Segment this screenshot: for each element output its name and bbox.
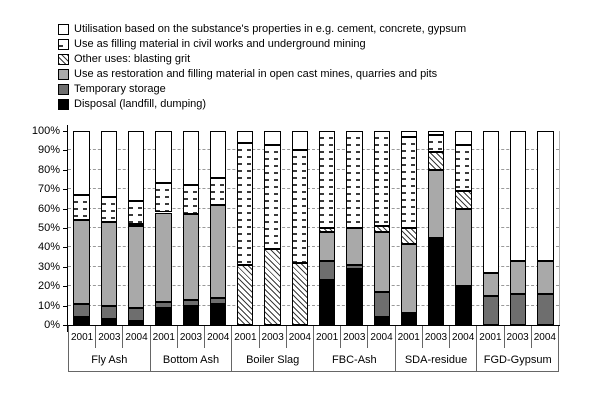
y-tick-label: 30% bbox=[37, 260, 60, 273]
year-label: 2001 bbox=[69, 326, 96, 348]
bar-segment-white bbox=[183, 131, 199, 185]
year-label: 2004 bbox=[450, 326, 477, 348]
year-label: 2003 bbox=[96, 326, 123, 348]
bar-segment-dashes bbox=[101, 197, 117, 222]
bar-segment-black bbox=[183, 306, 199, 325]
year-label: 2003 bbox=[178, 326, 205, 348]
legend-label: Other uses: blasting grit bbox=[74, 53, 191, 65]
bar-segment-dashes bbox=[237, 143, 253, 265]
bar-segment-midgray bbox=[183, 300, 199, 306]
bar-segment-dashes bbox=[128, 201, 144, 224]
group-label: Boiler Slag bbox=[232, 348, 314, 371]
year-label: 2004 bbox=[205, 326, 232, 348]
bar-segment-white bbox=[292, 131, 308, 150]
bar-segment-dashes bbox=[155, 183, 171, 212]
bar-segment-dashes bbox=[210, 178, 226, 205]
y-tick-label: 40% bbox=[37, 241, 60, 254]
bar-segment-hatch bbox=[264, 249, 280, 325]
legend-swatch-white-icon bbox=[58, 24, 69, 35]
bar-segment-lightgray bbox=[346, 228, 362, 265]
bar-segment-hatch bbox=[292, 263, 308, 325]
year-label: 2001 bbox=[151, 326, 178, 348]
group-axis-row bbox=[68, 348, 559, 372]
bar-segment-dashes bbox=[346, 131, 362, 228]
bar-segment-white bbox=[510, 131, 526, 261]
legend-item bbox=[58, 37, 466, 52]
bar-segment-lightgray bbox=[210, 205, 226, 298]
legend-label: Temporary storage bbox=[74, 83, 166, 95]
bar-segment-lightgray bbox=[155, 213, 171, 302]
legend-item bbox=[58, 22, 466, 37]
y-tick-label: 100% bbox=[31, 125, 60, 137]
bar-segment-lightgray bbox=[183, 214, 199, 299]
bar-segment-hatch bbox=[319, 228, 335, 232]
bar-segment-white bbox=[537, 131, 553, 261]
legend-label: Use as filling material in civil works and underground mining bbox=[74, 38, 366, 50]
bar-segment-white bbox=[455, 131, 471, 145]
bar-segment-dashes bbox=[292, 150, 308, 263]
bar-segment-hatch bbox=[455, 191, 471, 208]
legend-label: Disposal (landfill, dumping) bbox=[74, 98, 207, 110]
group-label: Bottom Ash bbox=[151, 348, 233, 371]
y-tick-label: 70% bbox=[37, 183, 60, 196]
bar-segment-hatch bbox=[374, 226, 390, 232]
bar-segment-white bbox=[401, 131, 417, 137]
bar-segment-dashes bbox=[264, 145, 280, 250]
group-label: SDA-residue bbox=[396, 348, 478, 371]
bar-segment-black bbox=[428, 238, 444, 325]
bar-segment-black bbox=[210, 304, 226, 325]
legend-label: Use as restoration and filling material in open cast mines, quarries and pits bbox=[74, 68, 438, 80]
bar-segment-black bbox=[401, 313, 417, 325]
bar-segment-midgray bbox=[128, 308, 144, 322]
legend-swatch-dashes-icon bbox=[58, 39, 69, 50]
group-label: FBC-Ash bbox=[314, 348, 396, 371]
bar-segment-hatch bbox=[428, 152, 444, 169]
bar-segment-hatch bbox=[237, 265, 253, 325]
bar-segment-white bbox=[237, 131, 253, 143]
bar-segment-black bbox=[101, 319, 117, 325]
bar-segment-lightgray bbox=[319, 232, 335, 261]
bar-segment-hatch bbox=[401, 228, 417, 244]
legend-item bbox=[58, 52, 466, 67]
bar-segment-lightgray bbox=[401, 244, 417, 314]
chart-legend bbox=[58, 22, 466, 112]
bar-segment-midgray bbox=[101, 306, 117, 320]
year-label: 2001 bbox=[232, 326, 259, 348]
y-tick-label: 10% bbox=[37, 299, 60, 312]
bar-segment-white bbox=[128, 131, 144, 201]
year-label: 2003 bbox=[260, 326, 287, 348]
bar-segment-black bbox=[455, 286, 471, 325]
bar-segment-white bbox=[428, 131, 444, 135]
bar-segment-midgray bbox=[537, 294, 553, 325]
bar-segment-dashes bbox=[455, 145, 471, 192]
bar-segment-midgray bbox=[374, 292, 390, 317]
bar-segment-midgray bbox=[210, 298, 226, 304]
bar-segment-midgray bbox=[510, 294, 526, 325]
bar-segment-dashes bbox=[319, 131, 335, 228]
bar-segment-lightgray bbox=[510, 261, 526, 294]
bar-segment-black bbox=[73, 317, 89, 325]
bar-segment-lightgray bbox=[73, 220, 89, 303]
bar-segment-dashes bbox=[401, 137, 417, 228]
legend-swatch-hatch-icon bbox=[58, 54, 69, 65]
bar-segment-dashes bbox=[73, 195, 89, 220]
bar-segment-black bbox=[155, 308, 171, 325]
bar-segment-lightgray bbox=[483, 273, 499, 296]
legend-swatch-lightgray-icon bbox=[58, 69, 69, 80]
year-label: 2003 bbox=[341, 326, 368, 348]
bar-segment-lightgray bbox=[537, 261, 553, 294]
y-tick-label: 50% bbox=[37, 222, 60, 234]
year-axis-row bbox=[68, 326, 559, 348]
bar-segment-white bbox=[264, 131, 280, 145]
year-label: 2004 bbox=[368, 326, 395, 348]
legend-swatch-midgray-icon bbox=[58, 84, 69, 95]
legend-label: Utilisation based on the substance's properties in e.g. cement, concrete, gypsum bbox=[74, 23, 467, 35]
bar-segment-black bbox=[319, 280, 335, 325]
bar-segment-white bbox=[210, 131, 226, 178]
bar-segment-dashes bbox=[183, 185, 199, 214]
legend-item bbox=[58, 67, 466, 82]
y-tick-label: 80% bbox=[37, 163, 60, 176]
group-label: Fly Ash bbox=[69, 348, 151, 371]
bar-segment-white bbox=[155, 131, 171, 183]
group-label: FGD-Gypsum bbox=[477, 348, 559, 371]
bar-segment-midgray bbox=[155, 302, 171, 308]
year-label: 2004 bbox=[287, 326, 314, 348]
legend-item bbox=[58, 97, 466, 112]
year-label: 2003 bbox=[423, 326, 450, 348]
year-label: 2001 bbox=[396, 326, 423, 348]
y-tick-label: 20% bbox=[37, 280, 60, 293]
bar-segment-midgray bbox=[346, 265, 362, 269]
bar-segment-hatch bbox=[128, 224, 144, 226]
bar-segment-lightgray bbox=[101, 222, 117, 305]
bar-segment-dashes bbox=[374, 131, 390, 226]
year-label: 2001 bbox=[314, 326, 341, 348]
bar-segment-midgray bbox=[73, 304, 89, 318]
bar-segment-dashes bbox=[428, 135, 444, 152]
year-label: 2001 bbox=[477, 326, 504, 348]
bar-segment-midgray bbox=[483, 296, 499, 325]
bar-segment-white bbox=[101, 131, 117, 197]
year-label: 2003 bbox=[505, 326, 532, 348]
bar-segment-black bbox=[128, 321, 144, 325]
bar-segment-black bbox=[374, 317, 390, 325]
year-label: 2004 bbox=[123, 326, 150, 348]
legend-item bbox=[58, 82, 466, 97]
bar-segment-lightgray bbox=[428, 170, 444, 238]
bar-segment-white bbox=[483, 131, 499, 273]
plot-area bbox=[68, 131, 560, 325]
bar-segment-midgray bbox=[319, 261, 335, 280]
year-label: 2004 bbox=[532, 326, 559, 348]
bar-segment-lightgray bbox=[128, 226, 144, 307]
y-tick-label: 90% bbox=[37, 144, 60, 157]
bar-segment-lightgray bbox=[374, 232, 390, 292]
y-tick-label: 60% bbox=[37, 202, 60, 215]
bar-segment-black bbox=[346, 269, 362, 325]
y-tick-label: 0% bbox=[44, 319, 60, 331]
legend-swatch-black-icon bbox=[58, 99, 69, 110]
bar-segment-white bbox=[73, 131, 89, 195]
bar-segment-lightgray bbox=[455, 209, 471, 287]
